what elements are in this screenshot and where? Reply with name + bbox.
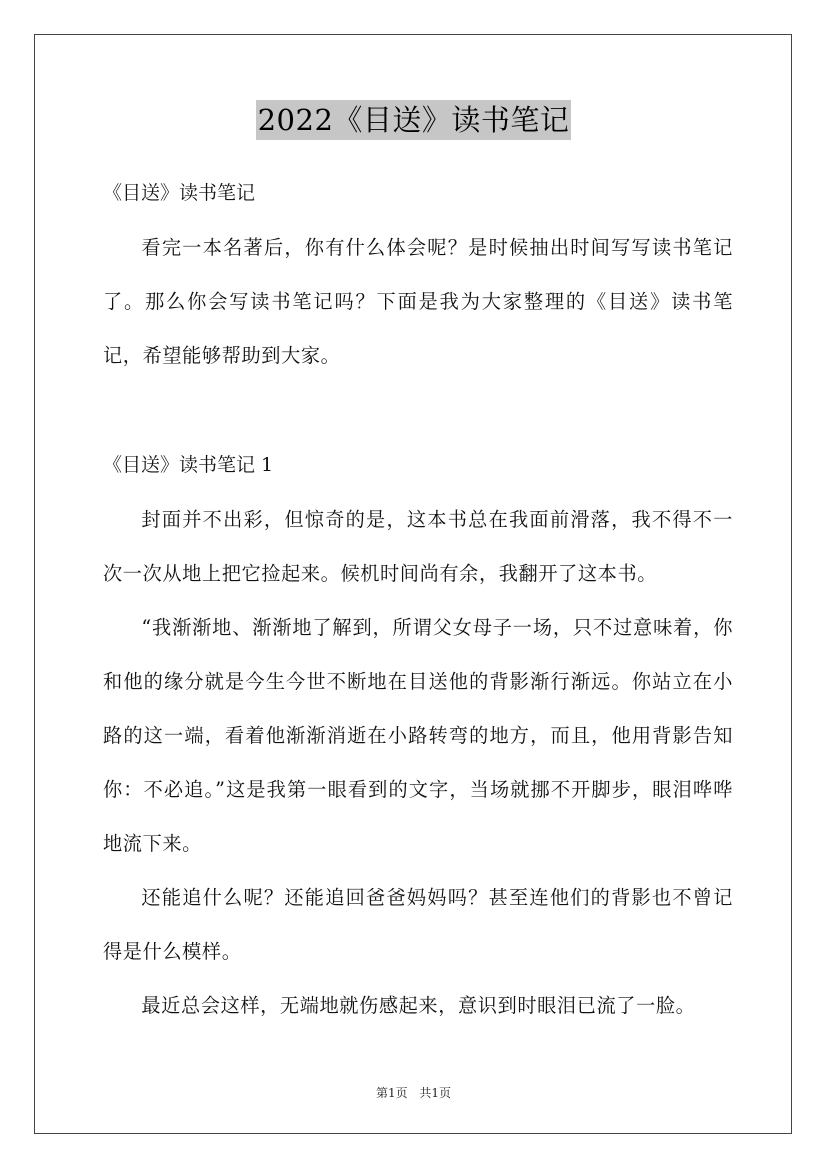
section-heading: 《目送》读书笔记 1	[103, 454, 274, 476]
paragraph-3: 还能追什么呢？还能追回爸爸妈妈吗？甚至连他们的背影也不曾记得是什么模样。	[103, 886, 733, 963]
page-footer	[0, 1084, 827, 1101]
paragraph-1: 封面并不出彩，但惊奇的是，这本书总在我面前滑落，我不得不一次一次从地上把它捡起来。候机时间尚有余，我翻开了这本书。	[103, 508, 733, 585]
paragraph-4: 最近总会这样，无端地就伤感起来，意识到时眼泪已流了一脸。	[141, 994, 696, 1017]
page-total: 共1页	[419, 1086, 452, 1100]
page-number: 第1页	[375, 1086, 408, 1100]
paragraph-2: “我渐渐地、渐渐地了解到，所谓父女母子一场，只不过意味着，你和他的缘分就是今生今世不断地在目送他的背影渐行渐远。你站立在小路的这一端，看着他渐渐消逝在小路转弯的地方，而且，他用背影告知你：不必追。”这是我第一眼看到的文字，当场就挪不开脚步，眼泪哗哗地流下来。	[103, 616, 733, 855]
intro-heading: 《目送》读书笔记	[103, 182, 256, 204]
title-container	[0, 100, 827, 140]
intro-paragraph: 看完一本名著后，你有什么体会呢？是时候抽出时间写写读书笔记了。那么你会写读书笔记吗？下面是我为大家整理的《目送》读书笔记，希望能够帮助到大家。	[103, 236, 733, 367]
document-title: 2022《目送》读书笔记	[256, 100, 572, 140]
